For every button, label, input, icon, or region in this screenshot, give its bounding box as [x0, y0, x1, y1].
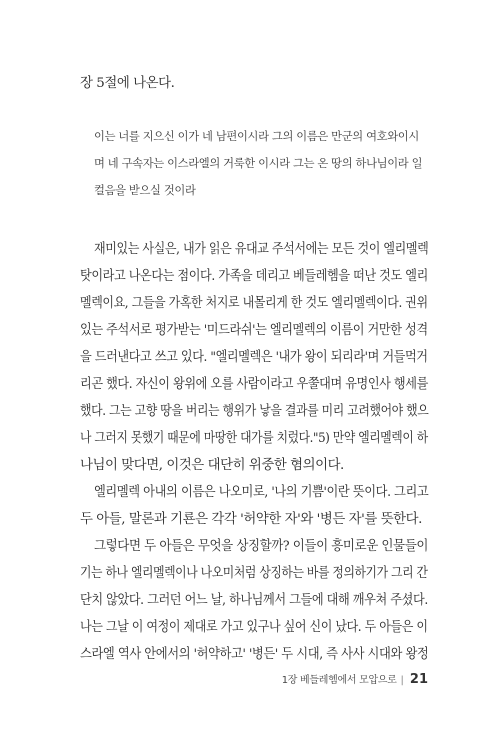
body-line: 리곤 했다. 자신이 왕위에 오를 사람이라고 우쭐대며 유명인사 행세를 [80, 377, 428, 392]
body-line: 나는 그날 이 여정이 제대로 가고 있구나 싶어 신이 났다. 두 아들은 이 [80, 620, 428, 635]
body-line: 단치 않았다. 그러던 어느 날, 하나님께서 그들에 대해 깨우쳐 주셨다. [80, 593, 428, 608]
quote-line: 이는 너를 지으신 이가 네 남편이시라 그의 이름은 만군의 여호와이시 [94, 130, 419, 143]
quote-line: 며 네 구속자는 이스라엘의 거룩한 이시라 그는 온 땅의 하나님이라 일 [94, 157, 423, 170]
body-line: 탓이라고 나온다는 점이다. 가족을 데리고 베들레헴을 떠난 것도 엘리 [80, 269, 428, 284]
chapter-title: 1장 베들레헴에서 모압으로 [281, 675, 397, 686]
body-line: 두 아들, 말론과 기룐은 각각 '허약한 자'와 '병든 자'를 뜻한다. [80, 512, 422, 527]
body-line: 을 드러낸다고 쓰고 있다. "엘리멜렉은 '내가 왕이 되리라'며 거들먹거 [80, 350, 428, 365]
page-number: 21 [409, 672, 428, 687]
body-line: 있는 주석서로 평가받는 '미드라쉬'는 엘리멜렉의 이름이 거만한 성격 [80, 323, 428, 338]
body-line: 했다. 그는 고향 땅을 버리는 행위가 낳을 결과를 미리 고려했어야 했으 [80, 404, 429, 419]
body-line: 재미있는 사실은, 내가 읽은 유대교 주석서에는 모든 것이 엘리멜렉 [94, 242, 429, 257]
body-line: 나 그러지 못했기 때문에 마땅한 대가를 치렀다."5) 만약 엘리멜렉이 하 [80, 431, 428, 446]
body-line: 멜렉이요, 그들을 가혹한 처지로 내몰리게 한 것도 엘리멜렉이다. 권위 [80, 296, 428, 311]
body-line: 기는 하나 엘리멜렉이나 나오미처럼 상징하는 바를 정의하기가 그리 간 [80, 566, 428, 581]
body-line: 나님이 맞다면, 이것은 대단히 위중한 혐의이다. [80, 458, 344, 473]
body-line: 그렇다면 두 아들은 무엇을 상징할까? 이들이 흥미로운 인물들이 [94, 539, 429, 554]
running-footer [282, 668, 428, 687]
quote-line: 컬음을 받으실 것이라 [94, 184, 196, 197]
body-line: 스라엘 역사 안에서의 '허약하고' '병든' 두 시대, 즉 사사 시대와 왕정 [80, 647, 429, 662]
body-line: 장 5절에 나온다. [80, 76, 175, 91]
footer-separator: | [400, 675, 404, 686]
body-line: 엘리멜렉 아내의 이름은 나오미로, '나의 기쁨'이란 뜻이다. 그리고 [94, 485, 429, 500]
